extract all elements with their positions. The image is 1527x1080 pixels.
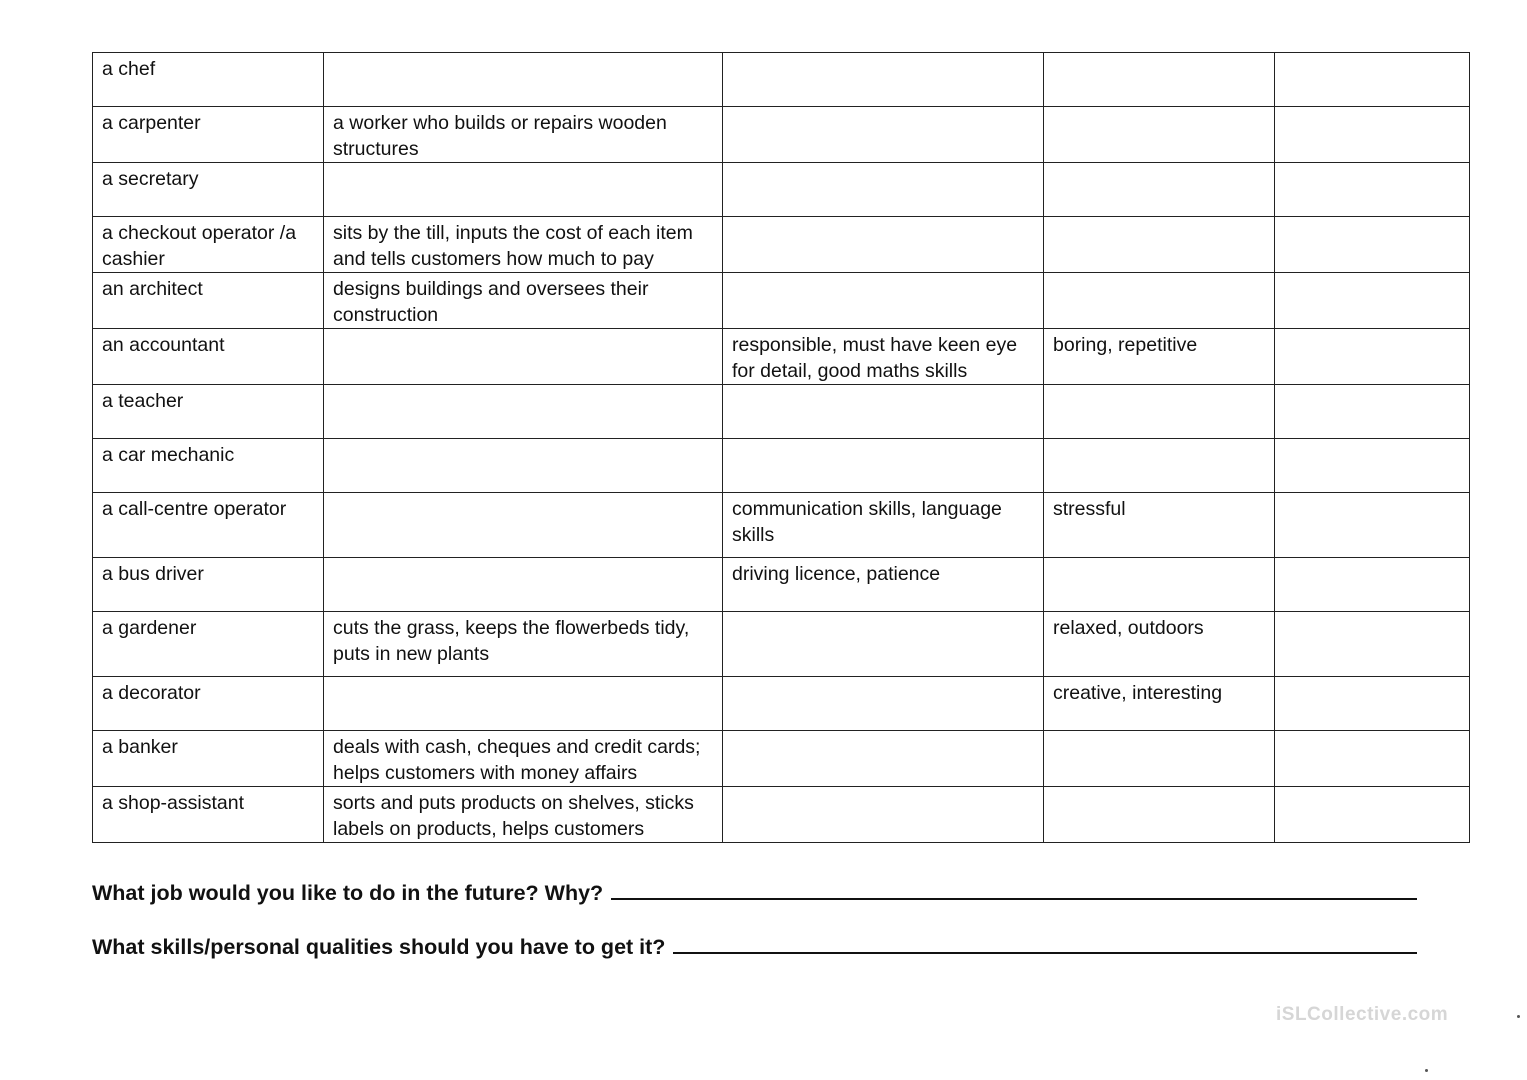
- cell-description: deals with cash, cheques and credit cards; helps customers with money affairs: [324, 731, 723, 787]
- cell-job: a bus driver: [93, 558, 324, 612]
- answer-line-skills[interactable]: [673, 934, 1417, 954]
- cell-description[interactable]: [324, 329, 723, 385]
- cell-job: a checkout operator /a cashier: [93, 217, 324, 273]
- cell-skills[interactable]: [723, 439, 1044, 493]
- cell-characteristics[interactable]: [1044, 731, 1275, 787]
- cell-description[interactable]: [324, 385, 723, 439]
- cell-skills[interactable]: [723, 731, 1044, 787]
- jobs-table-body: [93, 53, 1470, 843]
- cell-job: a secretary: [93, 163, 324, 217]
- cell-skills: responsible, must have keen eye for detail, good maths skills: [723, 329, 1044, 385]
- cell-job: a chef: [93, 53, 324, 107]
- cell-description[interactable]: [324, 163, 723, 217]
- table-row: [93, 677, 1470, 731]
- cell-description: cuts the grass, keeps the flowerbeds tidy, puts in new plants: [324, 612, 723, 677]
- cell-skills[interactable]: [723, 217, 1044, 273]
- speck-dot: [1425, 1069, 1428, 1072]
- cell-extra[interactable]: [1275, 273, 1470, 329]
- cell-job: a shop-assistant: [93, 787, 324, 843]
- table-row: [93, 493, 1470, 558]
- cell-skills[interactable]: [723, 53, 1044, 107]
- cell-skills[interactable]: [723, 385, 1044, 439]
- cell-extra[interactable]: [1275, 558, 1470, 612]
- cell-characteristics: relaxed, outdoors: [1044, 612, 1275, 677]
- table-row: [93, 731, 1470, 787]
- answer-line-future-job[interactable]: [611, 880, 1417, 900]
- table-row: [93, 53, 1470, 107]
- table-row: [93, 558, 1470, 612]
- cell-extra[interactable]: [1275, 439, 1470, 493]
- cell-job: an architect: [93, 273, 324, 329]
- cell-job: a call-centre operator: [93, 493, 324, 558]
- table-row: [93, 787, 1470, 843]
- cell-skills[interactable]: [723, 787, 1044, 843]
- cell-extra[interactable]: [1275, 163, 1470, 217]
- cell-job: a car mechanic: [93, 439, 324, 493]
- cell-characteristics[interactable]: [1044, 107, 1275, 163]
- cell-job: a decorator: [93, 677, 324, 731]
- cell-description[interactable]: [324, 53, 723, 107]
- cell-description: sorts and puts products on shelves, sticks labels on products, helps customers: [324, 787, 723, 843]
- cell-skills[interactable]: [723, 163, 1044, 217]
- table-row: [93, 612, 1470, 677]
- cell-characteristics[interactable]: [1044, 558, 1275, 612]
- cell-job: a carpenter: [93, 107, 324, 163]
- cell-characteristics[interactable]: [1044, 53, 1275, 107]
- question-future-job: [92, 880, 1417, 906]
- cell-job: a banker: [93, 731, 324, 787]
- cell-extra[interactable]: [1275, 217, 1470, 273]
- cell-characteristics[interactable]: [1044, 163, 1275, 217]
- cell-extra[interactable]: [1275, 329, 1470, 385]
- cell-description[interactable]: [324, 677, 723, 731]
- cell-job: a teacher: [93, 385, 324, 439]
- table-row: [93, 439, 1470, 493]
- cell-description: sits by the till, inputs the cost of each item and tells customers how much to pay: [324, 217, 723, 273]
- cell-characteristics: stressful: [1044, 493, 1275, 558]
- question-future-job-text: What job would you like to do in the future? Why?: [92, 881, 604, 905]
- table-row: [93, 329, 1470, 385]
- cell-job: an accountant: [93, 329, 324, 385]
- cell-characteristics[interactable]: [1044, 787, 1275, 843]
- cell-description[interactable]: [324, 493, 723, 558]
- cell-extra[interactable]: [1275, 731, 1470, 787]
- cell-characteristics[interactable]: [1044, 385, 1275, 439]
- cell-extra[interactable]: [1275, 385, 1470, 439]
- speck-dot: [1517, 1015, 1520, 1018]
- table-row: [93, 385, 1470, 439]
- question-skills-text: What skills/personal qualities should you have to get it?: [92, 935, 666, 959]
- table-row: [93, 163, 1470, 217]
- cell-description[interactable]: [324, 439, 723, 493]
- table-row: [93, 273, 1470, 329]
- question-skills: [92, 934, 1417, 960]
- cell-extra[interactable]: [1275, 677, 1470, 731]
- cell-skills[interactable]: [723, 107, 1044, 163]
- cell-extra[interactable]: [1275, 612, 1470, 677]
- table-row: [93, 107, 1470, 163]
- cell-extra[interactable]: [1275, 107, 1470, 163]
- cell-characteristics: creative, interesting: [1044, 677, 1275, 731]
- cell-skills[interactable]: [723, 677, 1044, 731]
- cell-description: a worker who builds or repairs wooden structures: [324, 107, 723, 163]
- jobs-table: [92, 52, 1470, 843]
- cell-extra[interactable]: [1275, 787, 1470, 843]
- cell-skills: communication skills, language skills: [723, 493, 1044, 558]
- cell-characteristics[interactable]: [1044, 273, 1275, 329]
- cell-job: a gardener: [93, 612, 324, 677]
- cell-extra[interactable]: [1275, 493, 1470, 558]
- cell-skills[interactable]: [723, 273, 1044, 329]
- cell-skills[interactable]: [723, 612, 1044, 677]
- cell-characteristics[interactable]: [1044, 217, 1275, 273]
- table-row: [93, 217, 1470, 273]
- cell-characteristics[interactable]: [1044, 439, 1275, 493]
- cell-description: designs buildings and oversees their construction: [324, 273, 723, 329]
- cell-description[interactable]: [324, 558, 723, 612]
- cell-extra[interactable]: [1275, 53, 1470, 107]
- cell-characteristics: boring, repetitive: [1044, 329, 1275, 385]
- watermark: iSLCollective.com: [1276, 1004, 1449, 1025]
- cell-skills: driving licence, patience: [723, 558, 1044, 612]
